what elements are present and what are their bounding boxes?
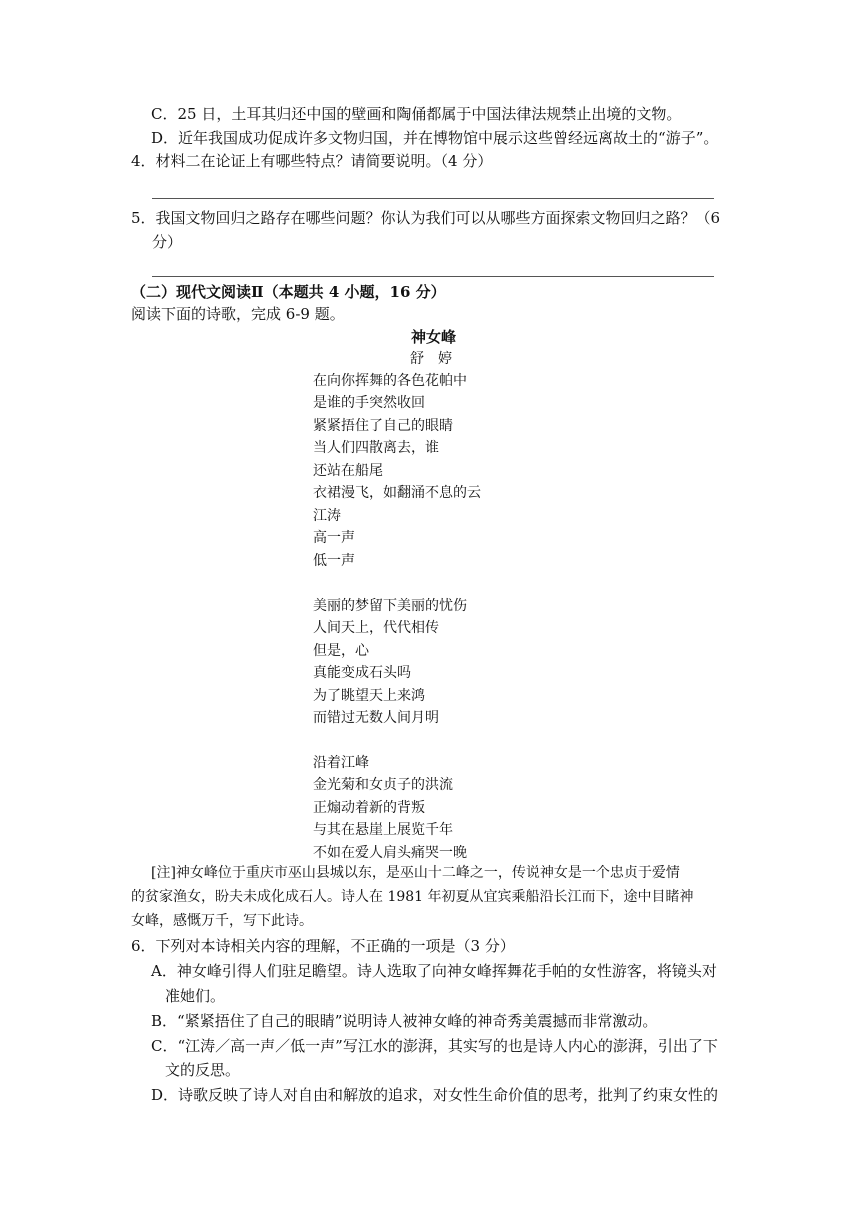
poem-line: 低一声 <box>313 553 355 569</box>
option-d-text: D．近年我国成功促成许多文物归国，并在博物馆中展示这些曾经远离故土的“游子”。 <box>151 129 719 147</box>
answer-line-q5 <box>152 276 714 277</box>
poem-line: 当人们四散离去，谁 <box>313 440 439 456</box>
q6-option-a-line2: 准她们。 <box>165 987 226 1005</box>
q6-option-c-line1: C．“江涛／高一声／低一声”写江水的澎湃，其实写的也是诗人内心的澎湃，引出了下 <box>151 1037 718 1055</box>
poem-line: 江涛 <box>313 508 341 524</box>
poem-line: 是谁的手突然收回 <box>313 395 425 411</box>
poem-line: 但是，心 <box>313 643 369 659</box>
section-instruction: 阅读下面的诗歌，完成 6-9 题。 <box>131 305 345 323</box>
note-line3: 女峰，感慨万千，写下此诗。 <box>131 913 313 929</box>
poem-line: 美丽的梦留下美丽的忧伤 <box>313 598 467 614</box>
poem-line: 正煽动着新的背叛 <box>313 800 425 816</box>
q6-option-b: B．“紧紧捂住了自己的眼睛”说明诗人被神女峰的神奇秀美震撼而非常激动。 <box>151 1012 658 1030</box>
question-4: 4．材料二在论证上有哪些特点？请简要说明。（4 分） <box>131 152 493 170</box>
poem-line: 人间天上，代代相传 <box>313 620 439 636</box>
poem-line: 衣裙漫飞，如翻涌不息的云 <box>313 485 481 501</box>
poem-line: 不如在爱人肩头痛哭一晚 <box>313 845 467 861</box>
poem-line: 高一声 <box>313 530 355 546</box>
q6-option-a-line1: A．神女峰引得人们驻足瞻望。诗人选取了向神女峰挥舞花手帕的女性游客，将镜头对 <box>151 962 717 980</box>
q6-option-d: D．诗歌反映了诗人对自由和解放的追求，对女性生命价值的思考，批判了约束女性的 <box>151 1086 719 1104</box>
poem-line: 紧紧捂住了自己的眼睛 <box>313 418 453 434</box>
poem-line: 在向你挥舞的各色花帕中 <box>313 373 467 389</box>
section-heading: （二）现代文阅读Ⅱ（本题共 4 小题，16 分） <box>131 283 446 301</box>
poem-line: 金光菊和女贞子的洪流 <box>313 777 453 793</box>
poem-line: 还站在船尾 <box>313 463 383 479</box>
poem-title: 神女峰 <box>411 328 457 346</box>
note-line2: 的贫家渔女，盼夫未成化成石人。诗人在 1981 年初夏从宜宾乘船沿长江而下，途中目睹神 <box>131 889 694 905</box>
question-5-line1: 5．我国文物回归之路存在哪些问题？你认为我们可以从哪些方面探索文物回归之路？（6 <box>131 209 721 227</box>
question-5-line2: 分） <box>152 233 183 251</box>
note-line1: [注]神女峰位于重庆市巫山县城以东，是巫山十二峰之一，传说神女是一个忠贞于爱情 <box>151 865 680 881</box>
q6-option-c-line2: 文的反思。 <box>165 1061 241 1079</box>
poem-line: 为了眺望天上来鸿 <box>313 688 425 704</box>
poem-line: 真能变成石头吗 <box>313 665 411 681</box>
answer-line-q4 <box>152 198 714 199</box>
poem-line: 沿着江峰 <box>313 755 369 771</box>
poem-line: 而错过无数人间月明 <box>313 710 439 726</box>
poem-line: 与其在悬崖上展览千年 <box>313 822 453 838</box>
question-6-stem: 6．下列对本诗相关内容的理解，不正确的一项是（3 分） <box>131 937 515 955</box>
poem-author: 舒 婷 <box>410 351 452 367</box>
option-c-text: C．25 日，土耳其归还中国的壁画和陶俑都属于中国法律法规禁止出境的文物。 <box>151 105 682 123</box>
